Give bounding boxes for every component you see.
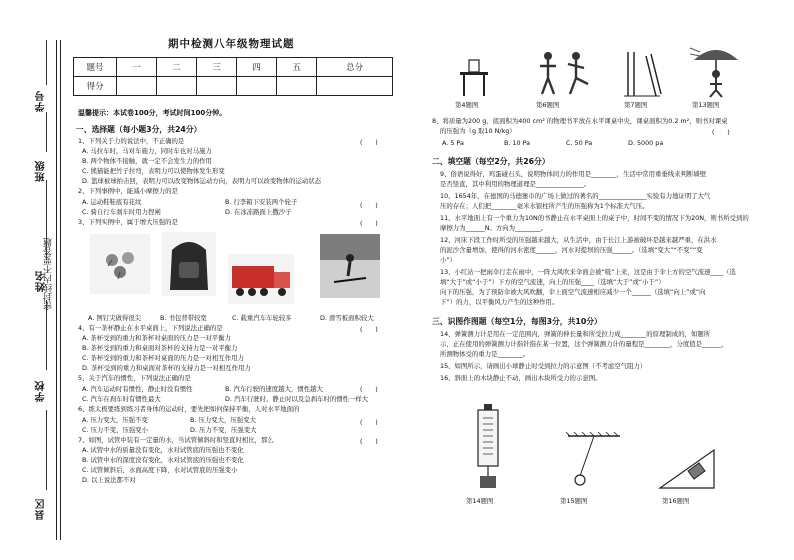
answer-bracket[interactable]: ( ): [712, 128, 730, 136]
column-gutter: [418, 110, 419, 530]
question-line: 的压强为（g 取10 N/kg）: [440, 127, 516, 135]
spring-scale-figure: [470, 404, 506, 492]
option-line: B. 行李箱下安装两个轮子: [225, 198, 298, 206]
score-cell: 题号: [74, 58, 117, 77]
thumbtack-image: [90, 234, 150, 294]
question-line: 14、弹簧测力计是用在一定范围内，弹簧的伸长量和所受拉力成________的原理制成的，如题所: [440, 330, 711, 338]
field-line: [46, 112, 47, 152]
option-line: C. 茶杯受到的重力和茶杯对桌面的压力是一对相互作用力: [82, 354, 244, 362]
option-line: A. 运动鞋鞋底有花纹: [82, 198, 142, 206]
school-label: 学校: [36, 380, 47, 402]
option-line: B. 试管中水的深度没有变化，水对试管底的压强也不变化: [82, 456, 244, 464]
question-line: 11、水平地面上有一个重力为10N的书静止在水平桌面上的桌子中，时间不变的情况下为20N，则书所受到的: [440, 214, 749, 222]
question-line: 压的存在；人们把________毫米水银柱所产生的压强称为1个标准大气压。: [440, 202, 649, 210]
question-line: 15、如图所示，请画出小球静止时受到拉力的示意图（不考虑空气阻力）: [440, 362, 647, 370]
umbrella-figure: [688, 40, 744, 98]
answer-bracket[interactable]: ( ): [360, 138, 378, 146]
binding-strip: [0, 0, 62, 560]
question-line: 1、下列关于力的说法中，不正确的是: [78, 137, 185, 145]
skier-image: [320, 234, 380, 298]
question-line: 5、关于汽车的惯性，下列说法正确的是: [78, 374, 191, 382]
question-line: 10、1654年，在德国的马德堡市的广场上做过的著名的_______________实验有力地证明了大气: [440, 192, 711, 200]
section-heading-fill: 二、填空题（每空2分，共26分）: [432, 157, 550, 166]
score-input-cell[interactable]: [317, 77, 393, 96]
option-line: C. 汽车在刹车时有惯性最大: [82, 395, 161, 403]
answer-bracket[interactable]: ( ): [360, 418, 378, 426]
figure-caption: 第7题图: [624, 101, 648, 109]
option-line: C. 载重汽车车轮较多: [232, 314, 292, 322]
pendulum-figure: [566, 432, 622, 490]
option-line: C. 试管倾斜后，水面高度下降，水对试管底的压强变小: [82, 466, 238, 474]
question-line: 16、斜面上的木块静止不动，画出木块所受力的示意图。: [440, 374, 602, 382]
taichi-figure: [532, 48, 594, 100]
table-cup-figure: [452, 52, 496, 98]
option-line: B. 茶杯受到的重力和桌面对茶杯的支持力是一对平衡力: [82, 344, 238, 352]
question-line: 9、俗语说得好，鸡蛋碰石头，说明物体间力的作用是________，生活中常用重垂线来判断墙壁: [440, 170, 707, 178]
backpack-image: [162, 232, 216, 296]
field-line: [46, 410, 47, 490]
question-line: 7、如图，试管中装有一定量的水，当试管倾斜时和竖直时相比，那么: [78, 436, 274, 444]
option-line: D. 5000 pa: [628, 139, 664, 147]
question-line: 3、下列实例中，属于增大压强的是: [78, 218, 178, 226]
question-line: 摩擦力为______N。方向为________。: [440, 224, 548, 232]
figure-caption: 第13题图: [692, 101, 720, 109]
option-line: C. 50 Pa: [566, 139, 593, 147]
question-line: 向下的压强，为了预防伞被大风吹翻，伞上面空气流速相应减少一个______（选填“向上”或“向: [440, 288, 706, 296]
answer-bracket[interactable]: ( ): [360, 325, 378, 333]
student-id-label: 学号: [36, 90, 47, 112]
option-line: A. 汽车运动时有惯性，静止时没有惯性: [82, 385, 193, 393]
question-line: 所测物体受的重力是________。: [440, 350, 530, 358]
option-line: A. 茶杯受到的重力和茶杯对桌面的压力是一对平衡力: [82, 334, 231, 342]
name-label: 姓名: [36, 270, 47, 292]
seal-line-text: 密封线内不要答题: [44, 238, 54, 310]
option-line: A. 5 Pa: [442, 139, 464, 147]
section-heading-drawing: 三、识图作图题（每空1分，每图3分，共10分）: [432, 317, 602, 326]
incline-block-figure: [658, 444, 716, 490]
figure-caption: 第6题图: [536, 101, 560, 109]
score-table-score-row: [74, 77, 393, 96]
question-line: 的泥沙含量增加，使得的河水密度______，河水对提坝的压强______。（选填“变大”“不变”“变: [440, 246, 703, 254]
answer-bracket[interactable]: ( ): [360, 385, 378, 393]
option-line: A. 压力变大，压强不变: [82, 416, 148, 424]
answer-bracket[interactable]: ( ): [360, 219, 378, 227]
option-line: A. 试管中水的质量没有变化，水对试管底的压强也不变化: [82, 446, 244, 454]
question-line: 12、河床下段工作时所受的压强越来越大，从生活中，由于长江上游被破坏是越来越严重，在洪水: [440, 236, 717, 244]
exam-title: 期中检测八年级物理试题: [168, 38, 295, 50]
figure-caption: 第15题图: [560, 497, 588, 505]
field-line: [46, 300, 47, 370]
option-line: B. 汽车行驶的速度越大，惯性越大: [225, 385, 323, 393]
class-label: 班级: [36, 160, 47, 182]
field-line: [46, 40, 47, 85]
option-line: A. 马拉车时，马对车施力，同时车也对马施力: [82, 147, 212, 155]
binding-line: [56, 40, 57, 540]
exam-note: 温馨提示：本试卷100分，考试时间100分钟。: [78, 109, 227, 117]
option-line: D. 以上说法都不对: [82, 476, 136, 484]
option-line: B. 书包背带较宽: [160, 314, 207, 322]
question-line: 是否竖直，其中利用的物理道理是_______________。: [440, 180, 591, 188]
question-line: 2、下列事例中，能减小摩擦力的是: [78, 187, 178, 195]
score-table: [73, 57, 393, 96]
answer-bracket[interactable]: ( ): [360, 201, 378, 209]
question-line: 13、小红站一把雨伞行走在雨中，一阵大风吹来伞面会被“吸”上来，这是由于伞上方的空气流速____（选: [440, 268, 736, 276]
figure-caption: 第14题图: [466, 497, 494, 505]
option-line: C. 骑自行车刹车时用力捏闸: [82, 208, 161, 216]
option-line: B. 两个物体不接触，就一定不会发生力的作用: [82, 157, 212, 165]
section-heading-choice: 一、选择题（每小题3分，共24分）: [76, 125, 202, 134]
score-cell: 四: [237, 58, 277, 77]
score-row-label: 得分: [74, 77, 117, 96]
score-cell: 二: [157, 58, 197, 77]
question-line: 小”）: [440, 256, 457, 264]
score-cell: 总分: [317, 58, 393, 77]
option-line: A. 图钉尖做得很尖: [88, 314, 142, 322]
county-label: 县区: [36, 498, 47, 520]
option-line: D. 压力不变，压强变大: [190, 426, 257, 434]
truck-image: [228, 254, 294, 304]
question-line: 8、将质量为200 g，底面积为400 cm² 的物理书平放在水平课桌中央，课桌面积为0.2 m²，则书对课桌: [432, 117, 728, 125]
score-cell: 五: [277, 58, 317, 77]
figure-caption: 第16题图: [662, 497, 690, 505]
binding-line-inner: [60, 40, 61, 540]
question-line: 6、练太极要练到练习者身体的运动时，要先把如何保持平衡，人对水平地面的: [78, 405, 300, 413]
test-tube-figure: [620, 48, 664, 100]
answer-bracket[interactable]: ( ): [360, 437, 378, 445]
option-line: B. 10 Pa: [504, 139, 531, 147]
option-line: D. 汽车行驶时、静止时以及急刹车时的惯性一样大: [225, 395, 369, 403]
option-line: D. 滑雪板面积较大: [320, 314, 374, 322]
score-cell: 一: [117, 58, 157, 77]
score-input-cell[interactable]: [277, 77, 317, 96]
option-line: C. 压力不变，压强变小: [82, 426, 149, 434]
option-line: D. 茶杯受到的重力和桌面对茶杯的支持力是一对相互作用力: [82, 364, 251, 372]
question-line: 填“大于”或“小于”）下方的空气流速，向上的压强____（选填“大于”或“小于”）: [440, 278, 665, 286]
score-table-header-row: [74, 58, 393, 77]
option-line: B. 压力变大，压强变大: [190, 416, 256, 424]
score-cell: 三: [197, 58, 237, 77]
option-line: D. 在冰冻路面上撒沙子: [225, 208, 292, 216]
question-line: 4、有一茶杯静止在水平桌面上，下列说法正确的是: [78, 324, 223, 332]
question-line: 示，正在使用的弹簧测力计指针指在某一位置，这个弹簧测力计的量程是________，分度值是______，: [440, 340, 728, 348]
score-input-cell[interactable]: [237, 77, 277, 96]
score-input-cell[interactable]: [157, 77, 197, 96]
question-line: 下”）的力，以平衡风力产生的这种作用。: [440, 298, 559, 306]
score-input-cell[interactable]: [197, 77, 237, 96]
option-line: D. 篮球被球拍击回，表明力可以改变物体运动方向，表明力可以改变物体的运动状态: [82, 177, 322, 185]
field-line: [46, 180, 47, 260]
score-input-cell[interactable]: [117, 77, 157, 96]
figure-caption: 第4题图: [455, 101, 479, 109]
option-line: C. 熊猫能把竹子拉弯，表明力可以使物体发生形变: [82, 167, 225, 175]
